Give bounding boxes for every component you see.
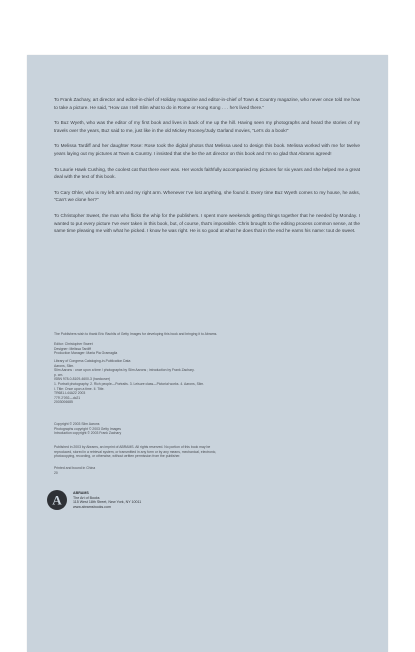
logo-letter: A (52, 492, 62, 508)
printed-in: Printed and bound in China (54, 466, 96, 470)
cataloging-data (54, 359, 224, 405)
cip-line: Aarons, Slim. (54, 363, 75, 368)
dedication-paragraph: To Christopher Sweet, the man who flicks the whip for the publishers. I spent more weekends getting things together that he needed by Monday. I wanted to put every picture I’ve ever taken in this book, but, of course, that’s impossible. Chris brought to the editing process common sense, at the same time pleasing me with what he picked. I know he was right. He is so good at what he does that in the end he earns his name: tout de sweet. (54, 212, 360, 234)
copyright-line: Copyright © 2003 Slim Aarons (54, 422, 100, 426)
cip-line: 1. Portrait photography. 2. Rich people—Portraits. 3. Leisure class—Pictorial works. 4. Aarons, Slim. (54, 381, 205, 386)
copyright-line: Photographs copyright © 2003 Getty Images (54, 426, 121, 431)
dedication-paragraph: To Cary Ohler, who is my left arm and my right arm. Whenever I’ve lost anything, she found it. Every time Buz Wyeth comes to my house, he asks, “Can’t we clone her?” (54, 189, 360, 203)
dedication-paragraph: To Buz Wyeth, who was the editor of my first book and lives in back of me up the hill. Having seen my photographs and heard the stories of my travels over the years, Buz said to me, just like in the old Mickey Rooney/Judy Garland movies, “Let’s do a book!” (54, 120, 360, 133)
book-page (27, 55, 388, 652)
imprint-brand: ABRAMS (73, 491, 89, 495)
imprint-text (73, 491, 141, 510)
cip-line: TR681.L44A22 2003 (54, 391, 86, 396)
cip-line: I. Title: Once upon a time. II. Title. (54, 386, 105, 391)
rights-line: reproduced, stored in a retrieval system, or transmitted in any form or by any means, mechanical, electronic, (54, 449, 217, 454)
publisher-thanks (54, 332, 354, 337)
publisher-imprint (47, 488, 187, 512)
rights-line: photocopying, recording, or otherwise, without written permission from the publisher. (54, 454, 181, 459)
cip-line: Library of Congress Cataloging-in-Publication Data (54, 359, 131, 363)
cip-line: ISBN 978-0-8109-4600-3 (hardcover) (54, 377, 111, 382)
credit-production: Production Manager: Maria Pia Gramaglia (54, 351, 118, 356)
credit-designer: Designer: Melissa Tardiff (54, 346, 91, 351)
cip-line: p. cm. (54, 372, 64, 377)
credit-editor: Editor: Christopher Sweet (54, 342, 93, 346)
rights-line: Published in 2003 by Abrams, an imprint of ABRAMS. All rights reserved. No portion of this book may be (54, 445, 211, 449)
copyright-block (54, 422, 224, 436)
dedication-paragraph: To Melissa Tardiff and her daughter Rose: Rose took the digital photos that Melissa used to design this book. Melissa worked with me for twelve years laying out my pictures at Town & Country. I insisted that she be the art director on this book and I’m so glad that Abrams agreed! (54, 143, 360, 156)
copyright-line: Introduction copyright © 2003 Frank Zachary (54, 431, 122, 436)
thanks-line: The Publishers wish to thank Eric Rachlis of Getty Images for developing this book and bringing it to Abrams. (54, 332, 218, 336)
dedication-paragraph: To Laurie Hawk Cushing, the coolest cat that there ever was. Her words faithfully accompanied my pictures for six years and she helped me a great deal with the text of this book. (54, 166, 360, 180)
rights-notice (54, 445, 254, 459)
print-number: 20 (54, 470, 58, 475)
imprint-website: www.abramsbooks.com (73, 505, 111, 510)
abrams-logo-icon (47, 490, 67, 510)
dedication-paragraph: To Frank Zachary, art director and editor-in-chief of Holiday magazine and editor-in-chief of Town & Country magazine, who never once told me how to take a picture. He said, “How can I tell Slim what to do in Rome or Hong Kong . . . he’s lived there.” (54, 97, 360, 110)
cip-line: 779'.2'092—dc21 (54, 395, 81, 400)
imprint-address: 115 West 18th Street, New York, NY 10011 (73, 500, 142, 505)
imprint-tagline: The Art of Books (73, 495, 100, 500)
credits-block (54, 342, 214, 356)
cip-line: Slim Aarons : once upon a time / photographs by Slim Aarons ; introduction by Frank Zachary. (54, 368, 195, 373)
printing-info (54, 466, 174, 475)
cip-line: 2003006685 (54, 400, 73, 405)
dedications (54, 96, 360, 243)
